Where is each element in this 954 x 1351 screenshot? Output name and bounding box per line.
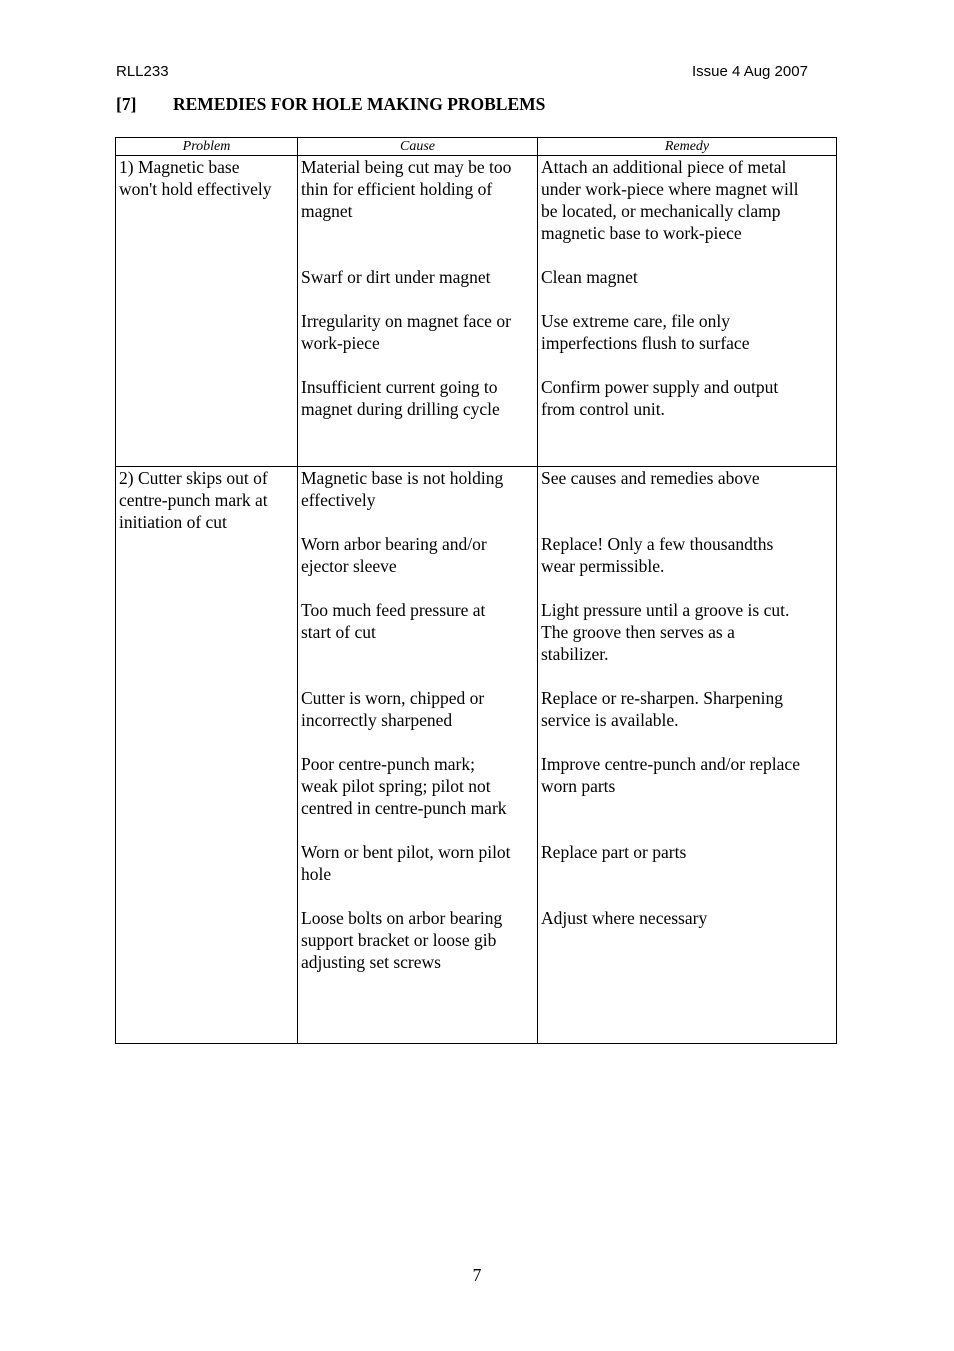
problem-cell — [116, 156, 298, 467]
cause-entry — [301, 599, 534, 665]
remedy-entry — [541, 687, 833, 731]
cause-entry — [301, 687, 534, 731]
remedy-text-line: Clean magnet — [541, 267, 638, 287]
cause-entry — [301, 467, 534, 511]
remedy-entry — [541, 599, 833, 665]
cause-text-line — [301, 222, 534, 244]
section-heading — [116, 94, 545, 114]
remedy-entry — [541, 753, 833, 819]
cause-text-line: Swarf or dirt under magnet — [301, 267, 491, 287]
remedy-text-line: worn parts — [541, 776, 616, 796]
section-number: [7] — [116, 94, 137, 114]
remedy-text-line: under work-piece where magnet will — [541, 179, 799, 199]
remedies-table — [115, 137, 837, 1044]
problem-text-line: won't hold effectively — [119, 179, 272, 199]
cause-text-line: Cutter is worn, chipped or — [301, 688, 485, 708]
section-title: REMEDIES FOR HOLE MAKING PROBLEMS — [173, 94, 546, 114]
cause-text-line: support bracket or loose gib — [301, 930, 497, 950]
cause-text-line: work-piece — [301, 333, 380, 353]
remedy-text-line: The groove then serves as a — [541, 622, 735, 642]
cause-entry — [301, 310, 534, 354]
remedy-text-line: stabilizer. — [541, 644, 609, 664]
table-row — [116, 156, 837, 467]
cause-text-line: Insufficient current going to — [301, 377, 498, 397]
cause-text-line: hole — [301, 864, 332, 884]
remedy-text-line: Confirm power supply and output — [541, 377, 779, 397]
cause-entry — [301, 907, 534, 973]
cause-text-line — [301, 643, 534, 665]
remedy-text-line: service is available. — [541, 710, 679, 730]
problem-text-line: 2) Cutter skips out of — [119, 468, 268, 488]
cause-text-line: Magnetic base is not holding — [301, 468, 504, 488]
remedy-text-line: magnetic base to work-piece — [541, 223, 742, 243]
cause-entry — [301, 753, 534, 819]
cause-text-line: Poor centre-punch mark; — [301, 754, 475, 774]
column-header-remedy: Remedy — [538, 138, 837, 156]
cause-text-line: weak pilot spring; pilot not — [301, 776, 491, 796]
cause-text-line: Too much feed pressure at — [301, 600, 486, 620]
problem-cell — [116, 467, 298, 1044]
cause-text-line: adjusting set screws — [301, 952, 441, 972]
remedy-text-line: Replace! Only a few thousandths — [541, 534, 774, 554]
problem-text-line: initiation of cut — [119, 512, 227, 532]
table-row — [116, 467, 837, 1044]
remedy-entry — [541, 266, 833, 288]
remedy-text-line: Improve centre-punch and/or replace — [541, 754, 800, 774]
cause-text-line: centred in centre-punch mark — [301, 798, 507, 818]
remedy-text-line: imperfections flush to surface — [541, 333, 750, 353]
remedy-text-line: Replace part or parts — [541, 842, 687, 862]
remedy-entry — [541, 841, 833, 885]
cause-entry — [301, 156, 534, 244]
table-header-row — [116, 138, 837, 156]
cause-text-line: Worn or bent pilot, worn pilot — [301, 842, 511, 862]
cause-entry — [301, 841, 534, 885]
remedy-text-line — [541, 951, 833, 973]
remedy-entry — [541, 376, 833, 420]
cause-text-line: magnet — [301, 201, 353, 221]
remedy-text-line — [541, 797, 833, 819]
cause-text-line: effectively — [301, 490, 376, 510]
remedy-entry — [541, 467, 833, 511]
cause-entry — [301, 533, 534, 577]
cause-text-line: magnet during drilling cycle — [301, 399, 500, 419]
remedy-text-line — [541, 863, 833, 885]
cause-text-line: Material being cut may be too — [301, 157, 512, 177]
remedy-text-line: be located, or mechanically clamp — [541, 201, 781, 221]
remedy-text-line: Use extreme care, file only — [541, 311, 731, 331]
cause-text-line: Irregularity on magnet face or — [301, 311, 511, 331]
cause-entry — [301, 376, 534, 420]
cause-text-line: start of cut — [301, 622, 376, 642]
page-number: 7 — [472, 1265, 482, 1285]
remedy-text-line — [541, 489, 833, 511]
column-header-problem: Problem — [116, 138, 298, 156]
cause-cell — [298, 156, 538, 467]
cause-text-line: incorrectly sharpened — [301, 710, 453, 730]
remedy-text-line: See causes and remedies above — [541, 468, 760, 488]
remedy-cell — [538, 156, 837, 467]
cause-text-line: Worn arbor bearing and/or — [301, 534, 487, 554]
remedy-text-line: Attach an additional piece of metal — [541, 157, 787, 177]
remedy-entry — [541, 533, 833, 577]
problem-text-line: 1) Magnetic base — [119, 157, 240, 177]
remedy-text-line: Adjust where necessary — [541, 908, 708, 928]
cause-text-line: thin for efficient holding of — [301, 179, 493, 199]
remedy-text-line — [541, 929, 833, 951]
document-id: RLL233 — [116, 63, 169, 80]
remedy-text-line: Light pressure until a groove is cut. — [541, 600, 790, 620]
remedy-text-line: from control unit. — [541, 399, 665, 419]
remedy-text-line: wear permissible. — [541, 556, 665, 576]
remedy-text-line: Replace or re-sharpen. Sharpening — [541, 688, 783, 708]
remedy-entry — [541, 156, 833, 244]
cause-text-line: ejector sleeve — [301, 556, 397, 576]
problem-text-line: centre-punch mark at — [119, 490, 268, 510]
issue-date: Issue 4 Aug 2007 — [692, 63, 808, 80]
remedy-entry — [541, 907, 833, 973]
cause-entry — [301, 266, 534, 288]
cause-text-line: Loose bolts on arbor bearing — [301, 908, 503, 928]
remedy-cell — [538, 467, 837, 1044]
remedy-entry — [541, 310, 833, 354]
column-header-cause: Cause — [298, 138, 538, 156]
cause-cell — [298, 467, 538, 1044]
